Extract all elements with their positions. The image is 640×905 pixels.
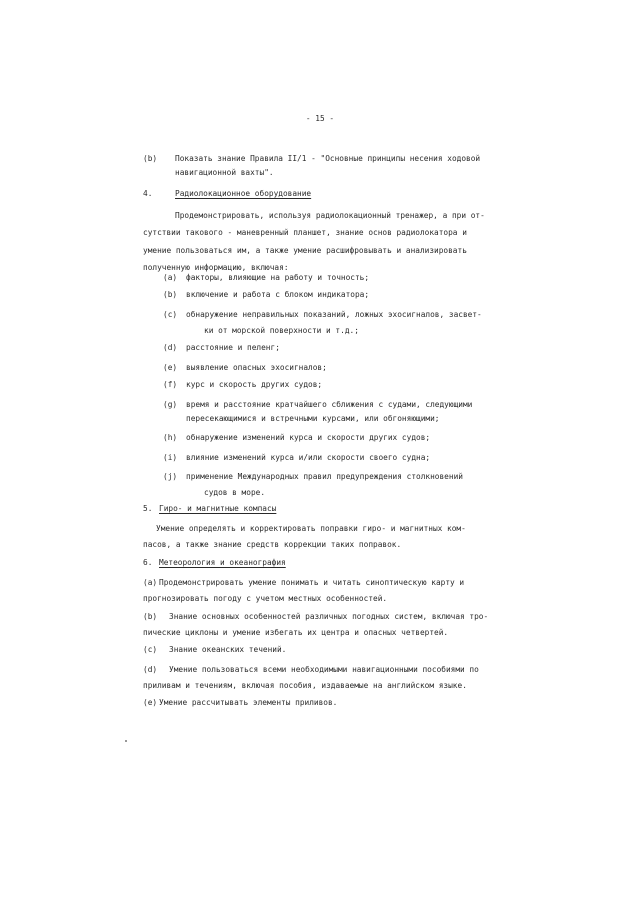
paragraph-line: навигационной вахты". [175, 168, 274, 178]
scan-speck [125, 740, 127, 742]
list-item-text: прогнозировать погоду с учетом местных особенностей. [143, 594, 388, 603]
list-item-text: Знание основных особенностей различных погодных систем, включая тро- [169, 612, 489, 621]
paragraph-line: Показать знание Правила II/1 - "Основные принципы несения ходовой [175, 154, 481, 163]
list-item-text: приливам и течениям, включая пособия, издаваемые на английском языке. [143, 681, 467, 690]
list-item-text: пические циклоны и умение избегать их центра и опасных четвертей. [143, 628, 449, 637]
section-title: Метеорология и океанография [159, 558, 286, 567]
list-marker: (b) [143, 612, 158, 621]
list-item-text: время и расстояние кратчайшего сближения с судами, следующими [186, 400, 473, 409]
list-item-text: пересекающимися и встречными курсами, или обгоняющими; [186, 414, 440, 424]
list-marker: (c) [163, 310, 178, 319]
paragraph-line: полученную информацию, включая: [143, 263, 289, 273]
section-number: 4. [143, 189, 153, 198]
section6-heading [143, 556, 603, 571]
list-item-text: Знание океанских течений. [169, 645, 287, 654]
list-marker: (a) [163, 273, 178, 282]
paragraph-line: умение пользоваться им, а также умение расшифровывать и анализировать [143, 245, 467, 255]
list-marker: (g) [163, 400, 178, 409]
list-item-text: обнаружение изменений курса и скорости других судов; [186, 433, 431, 442]
list-item-text: выявление опасных эхосигналов; [186, 363, 327, 372]
paragraph-line: пасов, а также знание средств коррекции таких поправок. [143, 540, 402, 550]
list-marker: (i) [163, 453, 178, 462]
list-marker: (e) [163, 363, 178, 372]
list-item-text: Продемонстрировать умение понимать и читать синоптическую карту и [159, 578, 465, 587]
list-marker: (c) [143, 645, 158, 654]
section5-heading [143, 502, 603, 517]
list-marker: (f) [163, 380, 178, 389]
page-number: - 15 - [305, 114, 335, 123]
list-marker: (a) [143, 578, 158, 587]
list-item-text: судов в море. [204, 488, 266, 498]
list-marker: (b) [163, 290, 178, 299]
list-item-text: факторы, влияющие на работу и точность; [186, 273, 370, 282]
paragraph-line: Продемонстрировать, используя радиолокационный тренажер, а при от- [175, 211, 485, 220]
list-item-text: ки от морской поверхности и т.д.; [204, 326, 359, 336]
list-item-text: расстояние и пеленг; [186, 343, 280, 352]
list-marker: (d) [163, 343, 178, 352]
section4-heading [143, 187, 603, 202]
list-item-text: Умение пользоваться всеми необходимыми навигационными пособиями по [169, 665, 479, 674]
list-item-text: влияние изменений курса и/или скорости своего судна; [186, 453, 431, 462]
list-item-text: применение Международных правил предупреждения столкновений [186, 472, 463, 481]
list-marker: (e) [143, 698, 158, 707]
list-marker: (j) [163, 472, 178, 481]
section-title: Гиро- и магнитные компасы [159, 504, 277, 513]
list-item-text: Умение рассчитывать элементы приливов. [159, 698, 338, 707]
list-marker: (h) [163, 433, 178, 442]
list-item-text: курс и скорость других судов; [186, 380, 323, 389]
list-item-text: обнаружение неправильных показаний, ложных эхосигналов, засвет- [186, 310, 482, 319]
section4-intro [143, 209, 485, 276]
list-marker: (b) [143, 154, 158, 163]
paragraph-line: сутствии такового - маневренный планшет, знание основ радиолокатора и [143, 228, 467, 238]
paragraph-line: Умение определять и корректировать поправки гиро- и магнитных ком- [156, 524, 466, 533]
section-number: 6. [143, 558, 153, 567]
list-marker: (d) [143, 665, 158, 674]
list-item-text: включение и работа с блоком индикатора; [186, 290, 370, 299]
section-title: Радиолокационное оборудование [175, 189, 312, 198]
section5-text [143, 522, 466, 553]
section-number: 5. [143, 504, 153, 513]
